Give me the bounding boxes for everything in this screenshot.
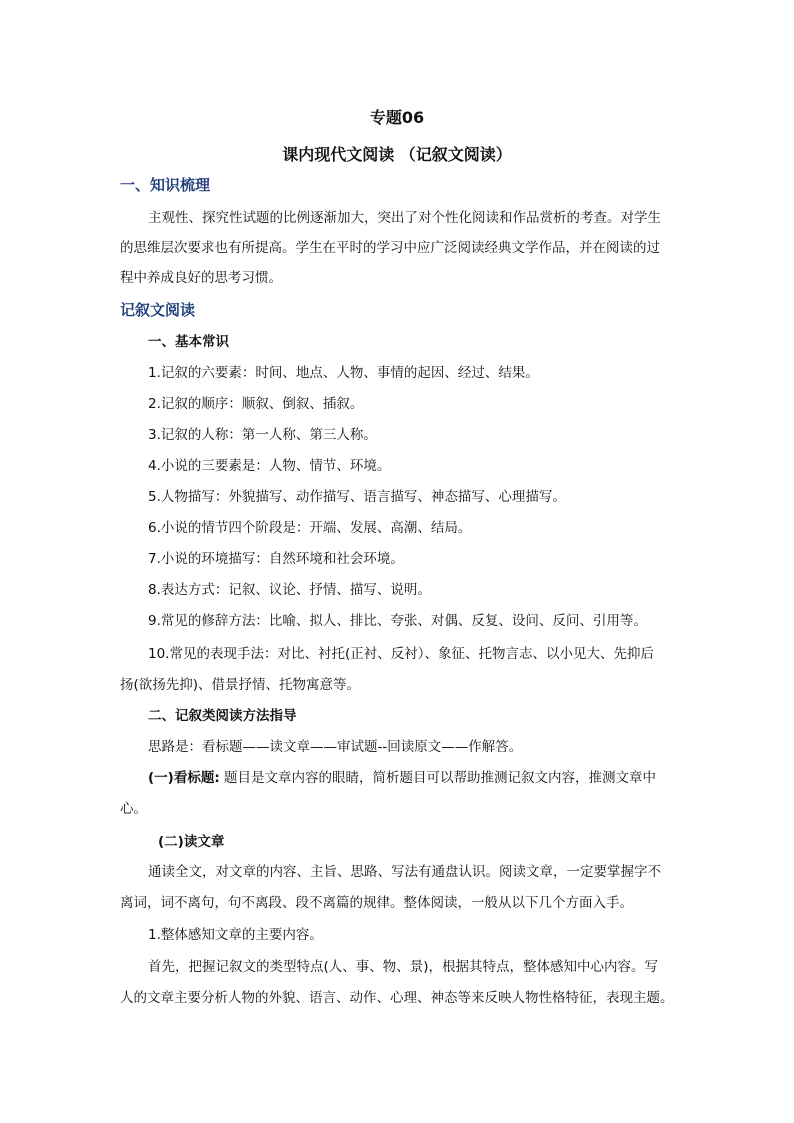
doc-title: 专题06 — [369, 108, 425, 127]
step2-line-2: 离词，词不离句，句不离段、段不离篇的规律。整体阅读，一般从以下几个方面入手。 — [120, 895, 633, 911]
list-item: 2.记叙的顺序：顺叙、倒叙、插叙。 — [148, 396, 364, 412]
basic-knowledge-heading: 一、基本常识 — [148, 334, 229, 350]
list-item: 7.小说的环境描写：自然环境和社会环境。 — [148, 551, 404, 567]
step1-text: 题目是文章内容的眼睛，简析题目可以帮助推测记叙文内容，推测文章中 — [219, 770, 657, 786]
intro-line-1: 主观性、探究性试题的比例逐渐加大，突出了对个性化阅读和作品赏析的考查。对学生 — [148, 210, 661, 226]
step1-paragraph — [148, 768, 656, 788]
list-item: 8.表达方式：记叙、议论、抒情、描写、说明。 — [148, 582, 431, 598]
list-item-continued: 扬(欲扬先抑)、借景抒情、托物寓意等。 — [120, 677, 361, 693]
list-item: 1.记叙的六要素：时间、地点、人物、事情的起因、经过、结果。 — [148, 365, 539, 381]
narrative-heading: 记叙文阅读 — [120, 301, 196, 319]
list-item: 10.常见的表现手法：对比、衬托(正衬、反衬）、象征、托物言志、以小见大、先抑后 — [148, 646, 654, 662]
list-item: 3.记叙的人称：第一人称、第三人称。 — [148, 427, 377, 443]
method-heading: 二、记叙类阅读方法指导 — [148, 708, 297, 724]
intro-line-3: 程中养成良好的思考习惯。 — [120, 270, 282, 286]
method-line: 思路是：看标题——读文章——审试题--回读原文——作解答。 — [148, 739, 523, 755]
step1-label: (一)看标题: — [148, 770, 220, 786]
list-item: 4.小说的三要素是：人物、情节、环境。 — [148, 458, 391, 474]
list-item: 6.小说的情节四个阶段是：开端、发展、高潮、结局。 — [148, 520, 472, 536]
section-heading-knowledge: 一、知识梳理 — [120, 176, 211, 194]
sub1-line-1: 首先，把握记叙文的类型特点(人、事、物、景)，根据其特点，整体感知中心内容。写 — [148, 959, 659, 975]
doc-subtitle: 课内现代文阅读 （记叙文阅读） — [282, 145, 512, 164]
sub1-heading: 1.整体感知文章的主要内容。 — [148, 927, 323, 943]
sub1-line-2: 人的文章主要分析人物的外貌、语言、动作、心理、神态等来反映人物性格特征，表现主题。 — [120, 990, 674, 1006]
step2-line-1: 通读全文，对文章的内容、主旨、思路、写法有通盘认识。阅读文章，一定要掌握字不 — [148, 864, 661, 880]
list-item: 9.常见的修辞方法：比喻、拟人、排比、夸张、对偶、反复、设问、反问、引用等。 — [148, 613, 647, 629]
intro-line-2: 的思维层次要求也有所提高。学生在平时的学习中应广泛阅读经典文学作品，并在阅读的过 — [120, 240, 660, 256]
step2-heading: (二)读文章 — [158, 834, 225, 850]
step1-continued: 心。 — [120, 801, 147, 817]
list-item: 5.人物描写：外貌描写、动作描写、语言描写、神态描写、心理描写。 — [148, 489, 566, 505]
